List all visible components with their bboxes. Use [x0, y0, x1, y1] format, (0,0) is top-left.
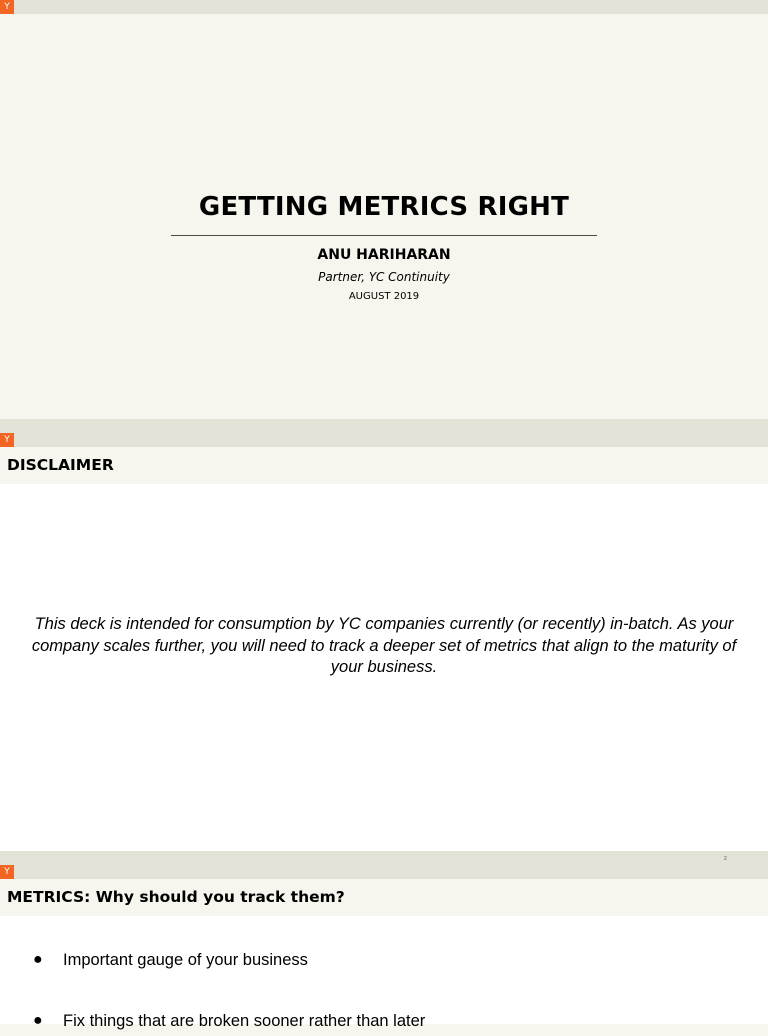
yc-logo-icon: Y [0, 865, 14, 879]
slide3-top-band [0, 851, 768, 879]
slide3-header [0, 879, 768, 916]
deck-title: GETTING METRICS RIGHT [198, 192, 570, 222]
deck-date: AUGUST 2019 [348, 291, 420, 302]
disclaimer-text: This deck is intended for consumption by YC companies currently (or recently) in-batch. As your company scales further, you will need to track a deeper set of metrics that align to the maturity of your business. [31, 615, 737, 676]
yc-logo-icon: Y [0, 433, 14, 447]
bullet-text: Important gauge of your business [63, 951, 308, 969]
slide2-header [0, 447, 768, 484]
bullet-text: Fix things that are broken sooner rather than later [63, 1012, 426, 1030]
bullet-icon: ● [33, 951, 43, 968]
bullet-icon: ● [33, 1012, 43, 1029]
slide3-heading: METRICS: Why should you track them? [7, 888, 345, 906]
yc-logo-icon: Y [0, 0, 14, 14]
slide2-top-band [0, 419, 768, 447]
title-divider [171, 235, 597, 236]
page-number: 2 [724, 856, 727, 862]
list-item [0, 951, 768, 975]
author-role: Partner, YC Continuity [318, 270, 450, 284]
slide2-heading: DISCLAIMER [7, 456, 114, 474]
slide1-top-band [0, 0, 768, 14]
list-item [0, 1012, 768, 1036]
author-name: ANU HARIHARAN [317, 247, 451, 263]
